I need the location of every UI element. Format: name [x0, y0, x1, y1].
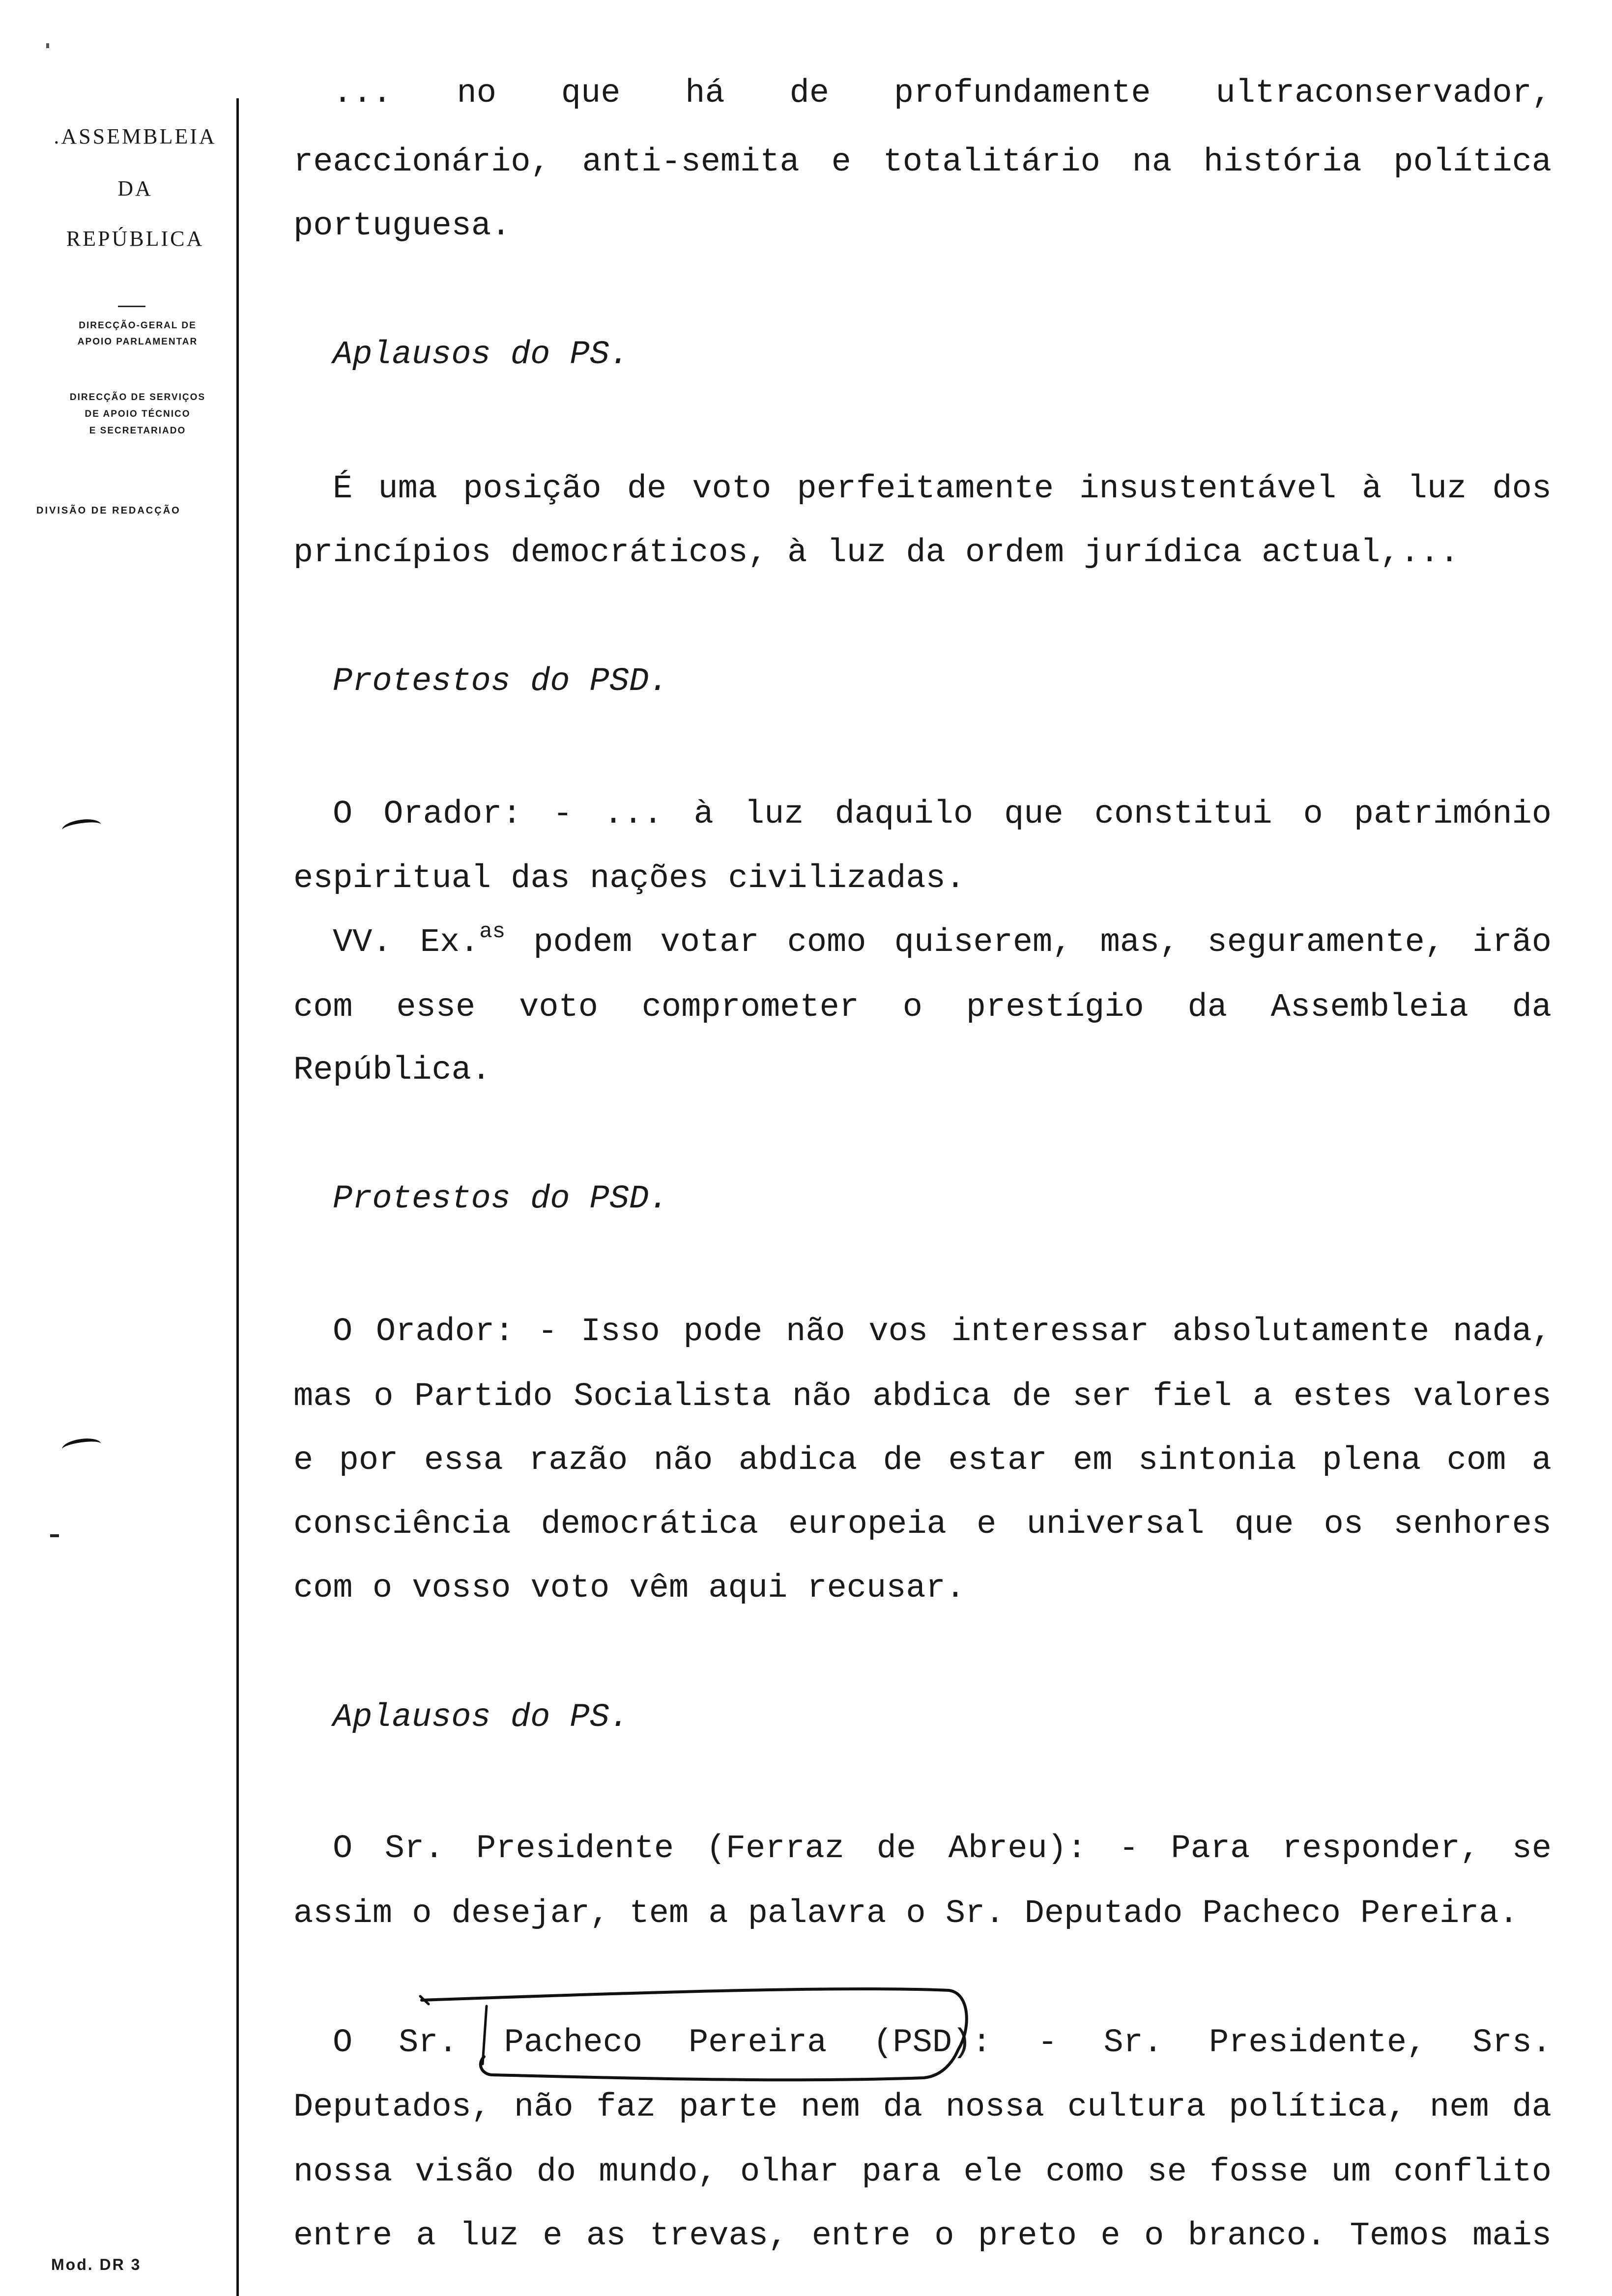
org-name-line2: DA	[117, 176, 153, 201]
honorific: VV. Ex.	[333, 924, 480, 961]
margin-dash	[50, 1534, 59, 1537]
text-line: entre a luz e as trevas, entre o preto e o branco. Temos mais	[293, 2217, 1552, 2255]
text-line	[333, 2023, 1552, 2063]
department-services	[39, 389, 236, 439]
text-line: Deputados, não faz parte nem da nossa cultura política, nem da	[293, 2089, 1552, 2126]
text-line: consciência democrática europeia e universal que os senhores	[293, 1506, 1552, 1543]
protest-note: Protestos do PSD.	[333, 1180, 669, 1218]
text-line: com o vosso voto vêm aqui recusar.	[293, 1570, 966, 1607]
punch-hole-mark	[61, 817, 102, 838]
text-line: e por essa razão não abdica de estar em sintonia plena com a	[293, 1442, 1552, 1479]
department-general-line1: DIRECÇÃO-GERAL DE	[79, 320, 197, 331]
division-name: DIVISÃO DE REDACÇÃO	[36, 505, 181, 516]
text-line: portuguesa.	[293, 207, 511, 245]
margin-rule	[236, 98, 239, 2296]
text-line	[333, 919, 1552, 962]
scan-speck	[46, 43, 49, 48]
text-fragment: O Sr.	[333, 2024, 458, 2062]
text-line: O Orador: - Isso pode não vos interessar absolutamente nada,	[333, 1313, 1552, 1350]
department-services-line3: E SECRETARIADO	[89, 426, 186, 436]
org-name-line3: REPÚBLICA	[66, 227, 204, 251]
text-line: assim o desejar, tem a palavra o Sr. Deputado Pacheco Pereira.	[293, 1895, 1519, 1932]
protest-note: Protestos do PSD.	[333, 663, 669, 700]
text-line: reaccionário, anti-semita e totalitário na história política	[293, 144, 1552, 181]
text-line: É uma posição de voto perfeitamente insustentável à luz dos	[333, 470, 1552, 508]
text-line: O Orador: - ... à luz daquilo que constitui o património	[333, 796, 1552, 833]
letterhead-sidebar	[0, 0, 241, 2296]
text-fragment: podem votar como quiserem, mas, seguramente, irão	[533, 924, 1552, 961]
text-line: mas o Partido Socialista não abdica de ser fiel a estes valores	[293, 1378, 1552, 1415]
applause-note: Aplausos do PS.	[333, 1699, 630, 1736]
department-services-line1: DIRECÇÃO DE SERVIÇOS	[69, 392, 206, 402]
text-line: com esse voto comprometer o prestígio da Assembleia da	[293, 989, 1552, 1026]
form-code: Mod. DR 3	[51, 2256, 142, 2273]
applause-note: Aplausos do PS.	[333, 336, 630, 373]
text-line: República.	[293, 1052, 491, 1089]
speaker-name-circled: Pacheco Pereira (PSD)	[504, 2024, 972, 2062]
org-name-line1: .ASSEMBLEIA	[54, 124, 217, 148]
department-services-line2: DE APOIO TÉCNICO	[85, 409, 191, 419]
letterhead-rule	[118, 306, 145, 307]
text-line: espiritual das nações civilizadas.	[293, 860, 966, 897]
text-fragment: : - Sr. Presidente, Srs.	[972, 2024, 1552, 2062]
punch-hole-mark	[61, 1436, 102, 1457]
honorific-superscript: as	[479, 919, 506, 944]
text-line: nossa visão do mundo, olhar para ele como se fosse um conflito	[293, 2153, 1552, 2191]
text-line: O Sr. Presidente (Ferraz de Abreu): - Para responder, se	[333, 1830, 1552, 1867]
annotation-stroke	[420, 1996, 429, 2004]
department-general-line2: APOIO PARLAMENTAR	[77, 337, 198, 347]
department-general	[39, 317, 236, 350]
text-line: princípios democráticos, à luz da ordem jurídica actual,...	[293, 534, 1460, 572]
text-line: ... no que há de profundamente ultraconservador,	[333, 75, 1552, 112]
